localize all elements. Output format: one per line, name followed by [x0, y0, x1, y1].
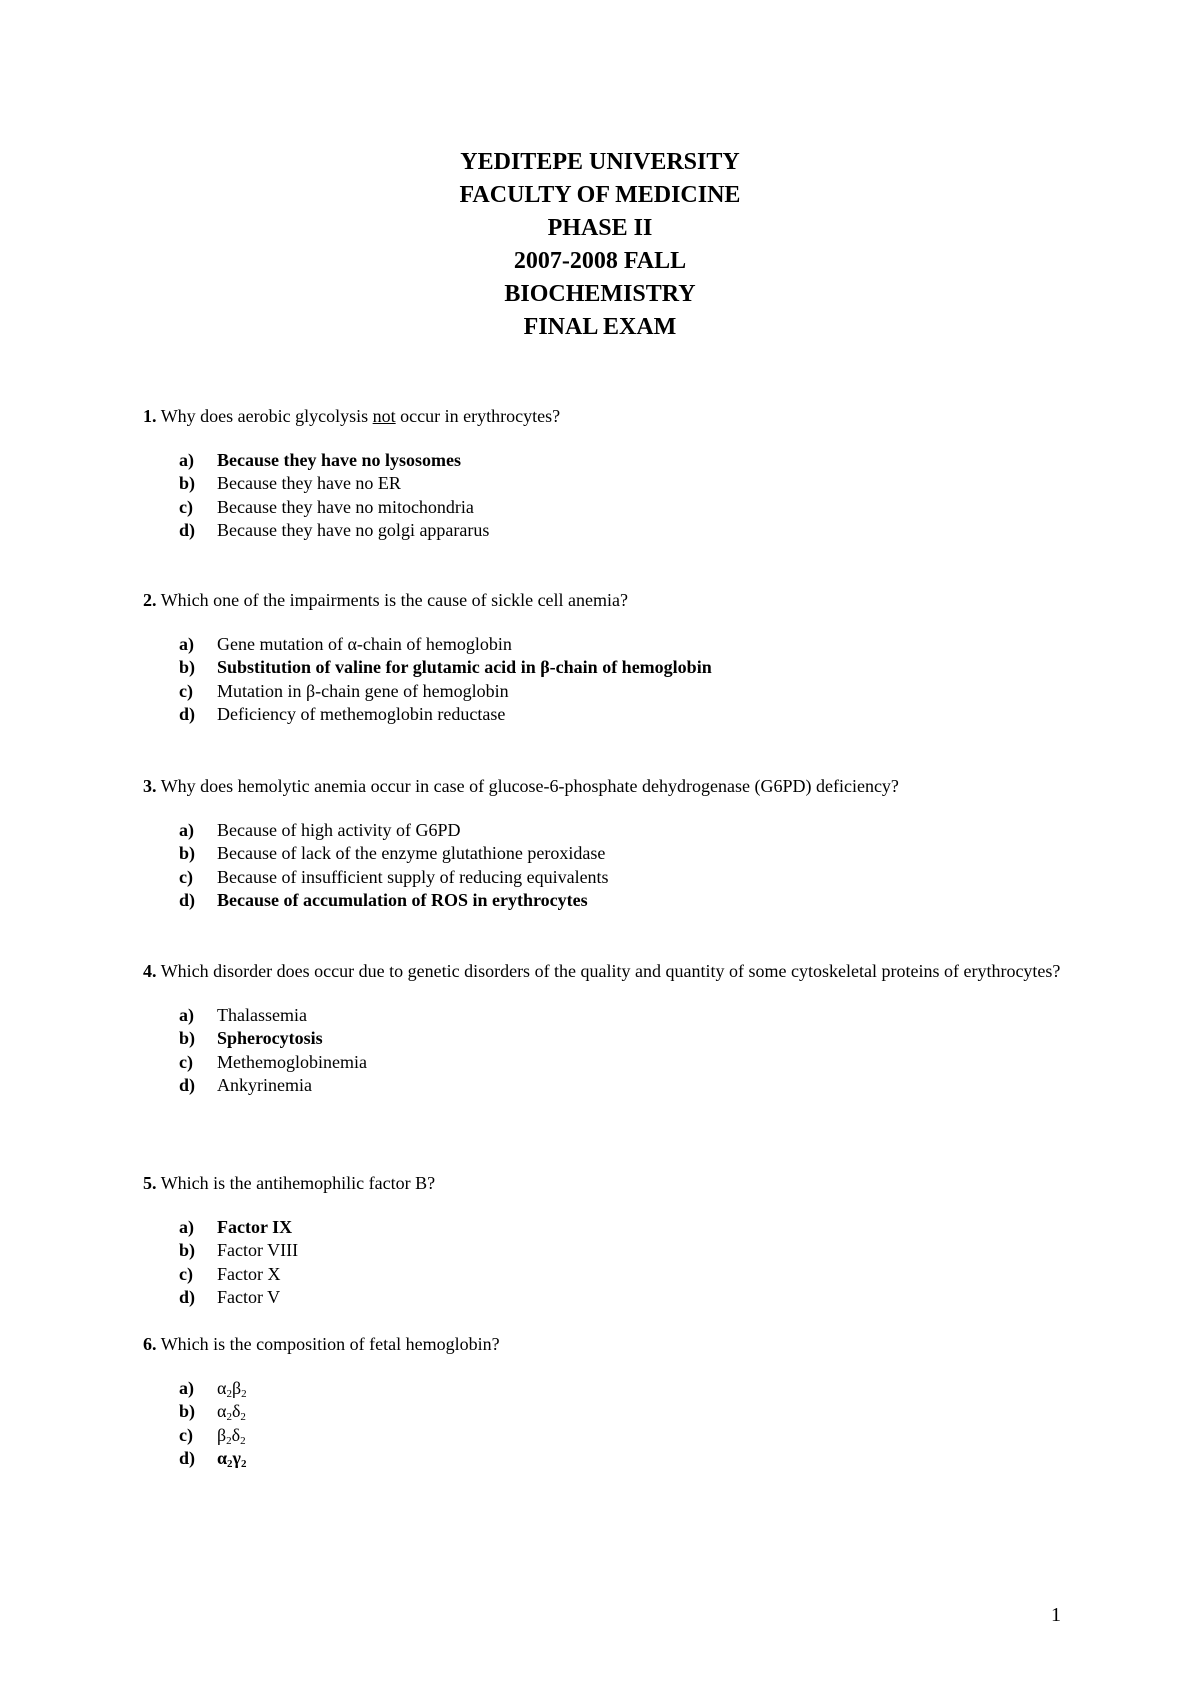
answer-options	[143, 449, 1073, 542]
option-letter: c)	[179, 1263, 193, 1284]
option-letter: b)	[179, 1028, 196, 1049]
answer-options	[143, 1216, 1073, 1309]
stem-text: Which is the antihemophilic factor B?	[160, 1173, 436, 1193]
option-text: Because of high activity of G6PD	[217, 820, 461, 840]
option-text: Because they have no mitochondria	[217, 496, 474, 517]
question-number: 3.	[143, 776, 157, 796]
option-text: Because they have no golgi appararus	[217, 519, 490, 540]
question-stem	[143, 961, 1073, 982]
option-letter: c)	[179, 1051, 193, 1072]
answer-option-a	[143, 449, 1073, 472]
answer-option-d	[143, 703, 1073, 726]
phase-label: PHASE II	[547, 215, 653, 241]
university-name: YEDITEPE UNIVERSITY	[460, 149, 740, 175]
answer-option-b	[143, 1027, 1073, 1050]
option-letter: d)	[179, 1074, 196, 1095]
option-letter: a)	[179, 1378, 194, 1398]
option-letter: b)	[179, 473, 196, 494]
option-text: Because of accumulation of ROS in erythrocytes	[217, 889, 588, 910]
option-letter: a)	[179, 634, 194, 654]
answer-options	[143, 819, 1073, 912]
option-letter: b)	[179, 657, 196, 678]
exam-title: FINAL EXAM	[523, 314, 677, 340]
option-text: Spherocytosis	[217, 1028, 323, 1049]
option-text: Factor V	[217, 1286, 281, 1307]
option-text: $\alpha_2\delta_2$	[217, 1401, 246, 1424]
option-letter: a)	[179, 820, 194, 840]
question-number: 4.	[143, 961, 157, 981]
answer-option-a	[143, 819, 1073, 842]
stem-text: Why does aerobic glycolysis	[160, 406, 373, 426]
answer-option-c	[143, 1263, 1073, 1286]
option-letter: d)	[179, 519, 196, 540]
option-text: Methemoglobinemia	[217, 1051, 367, 1072]
option-text: Substitution of valine for glutamic acid in β-chain of hemoglobin	[217, 657, 712, 678]
option-text: Because of insufficient supply of reducing equivalents	[217, 866, 609, 887]
stem-text: Why does hemolytic anemia occur in case of glucose-6-phosphate dehydrogenase (G6PD) deficiency?	[160, 776, 899, 796]
option-text: $\alpha_2\gamma_2$	[217, 1447, 247, 1470]
option-text: Ankyrinemia	[217, 1074, 312, 1095]
option-letter: c)	[179, 496, 193, 517]
question-1	[143, 406, 1073, 542]
stem-text: Which disorder does occur due to genetic disorders of the quality and quantity of some cytoskeletal proteins of erythrocytes?	[160, 961, 1061, 981]
option-letter: c)	[179, 866, 193, 887]
option-text: $\alpha_2\beta_2$	[217, 1378, 247, 1400]
option-letter: b)	[179, 1401, 196, 1422]
exam-header	[0, 146, 1200, 344]
option-letter: c)	[179, 680, 193, 701]
answer-option-c	[143, 1051, 1073, 1074]
answer-option-b	[143, 842, 1073, 865]
option-text: Factor IX	[217, 1217, 293, 1237]
option-letter: a)	[179, 450, 194, 470]
question-stem	[143, 1173, 1073, 1194]
stem-text: Which is the composition of fetal hemoglobin?	[160, 1334, 500, 1354]
answer-option-b	[143, 472, 1073, 495]
answer-option-d	[143, 519, 1073, 542]
answer-option-d	[143, 1074, 1073, 1097]
option-letter: a)	[179, 1217, 194, 1237]
option-text: Thalassemia	[217, 1005, 307, 1025]
course-name: BIOCHEMISTRY	[504, 281, 696, 307]
page-number: 1	[1051, 1604, 1061, 1626]
option-letter: c)	[179, 1424, 193, 1445]
question-number: 6.	[143, 1334, 157, 1354]
answer-options	[143, 1377, 1073, 1470]
question-6	[143, 1334, 1073, 1470]
answer-options	[143, 633, 1073, 726]
option-text: Deficiency of methemoglobin reductase	[217, 703, 506, 724]
question-stem	[143, 1334, 1073, 1355]
option-letter: a)	[179, 1005, 194, 1025]
question-5	[143, 1173, 1073, 1309]
option-text: Factor VIII	[217, 1240, 299, 1261]
option-text: Because they have no lysosomes	[217, 450, 461, 470]
question-number: 2.	[143, 590, 157, 610]
option-text: Because they have no ER	[217, 473, 401, 494]
question-3	[143, 776, 1073, 912]
answer-option-c	[143, 1424, 1073, 1447]
answer-option-b	[143, 1239, 1073, 1262]
option-letter: d)	[179, 1286, 196, 1307]
option-letter: d)	[179, 889, 196, 910]
stem-underlined-text: not	[372, 406, 396, 426]
answer-option-c	[143, 680, 1073, 703]
stem-text: occur in erythrocytes?	[395, 406, 561, 426]
answer-option-c	[143, 866, 1073, 889]
option-letter: b)	[179, 843, 196, 864]
question-number: 5.	[143, 1173, 157, 1193]
answer-option-a	[143, 1216, 1073, 1239]
term-label: 2007-2008 FALL	[513, 248, 687, 274]
answer-option-d	[143, 1286, 1073, 1309]
option-text: Mutation in β-chain gene of hemoglobin	[217, 680, 509, 701]
answer-options	[143, 1004, 1073, 1097]
option-text: Because of lack of the enzyme glutathione peroxidase	[217, 843, 606, 864]
question-stem	[143, 590, 1073, 611]
question-number: 1.	[143, 406, 157, 426]
question-stem	[143, 776, 1073, 797]
option-text: Factor X	[217, 1263, 281, 1284]
stem-text: Which one of the impairments is the cause of sickle cell anemia?	[160, 590, 629, 610]
answer-option-a	[143, 1377, 1073, 1400]
answer-option-d	[143, 889, 1073, 912]
answer-option-a	[143, 633, 1073, 656]
answer-option-b	[143, 1400, 1073, 1423]
answer-option-a	[143, 1004, 1073, 1027]
question-stem	[143, 406, 1073, 427]
option-letter: d)	[179, 1447, 196, 1468]
answer-option-b	[143, 656, 1073, 679]
answer-option-d	[143, 1447, 1073, 1470]
option-text: Gene mutation of α-chain of hemoglobin	[217, 634, 512, 654]
question-2	[143, 590, 1073, 726]
answer-option-c	[143, 496, 1073, 519]
question-4	[143, 961, 1073, 1097]
option-letter: d)	[179, 703, 196, 724]
option-text: $\beta_2\delta_2$	[217, 1424, 246, 1447]
faculty-name: FACULTY OF MEDICINE	[459, 182, 741, 208]
option-letter: b)	[179, 1240, 196, 1261]
